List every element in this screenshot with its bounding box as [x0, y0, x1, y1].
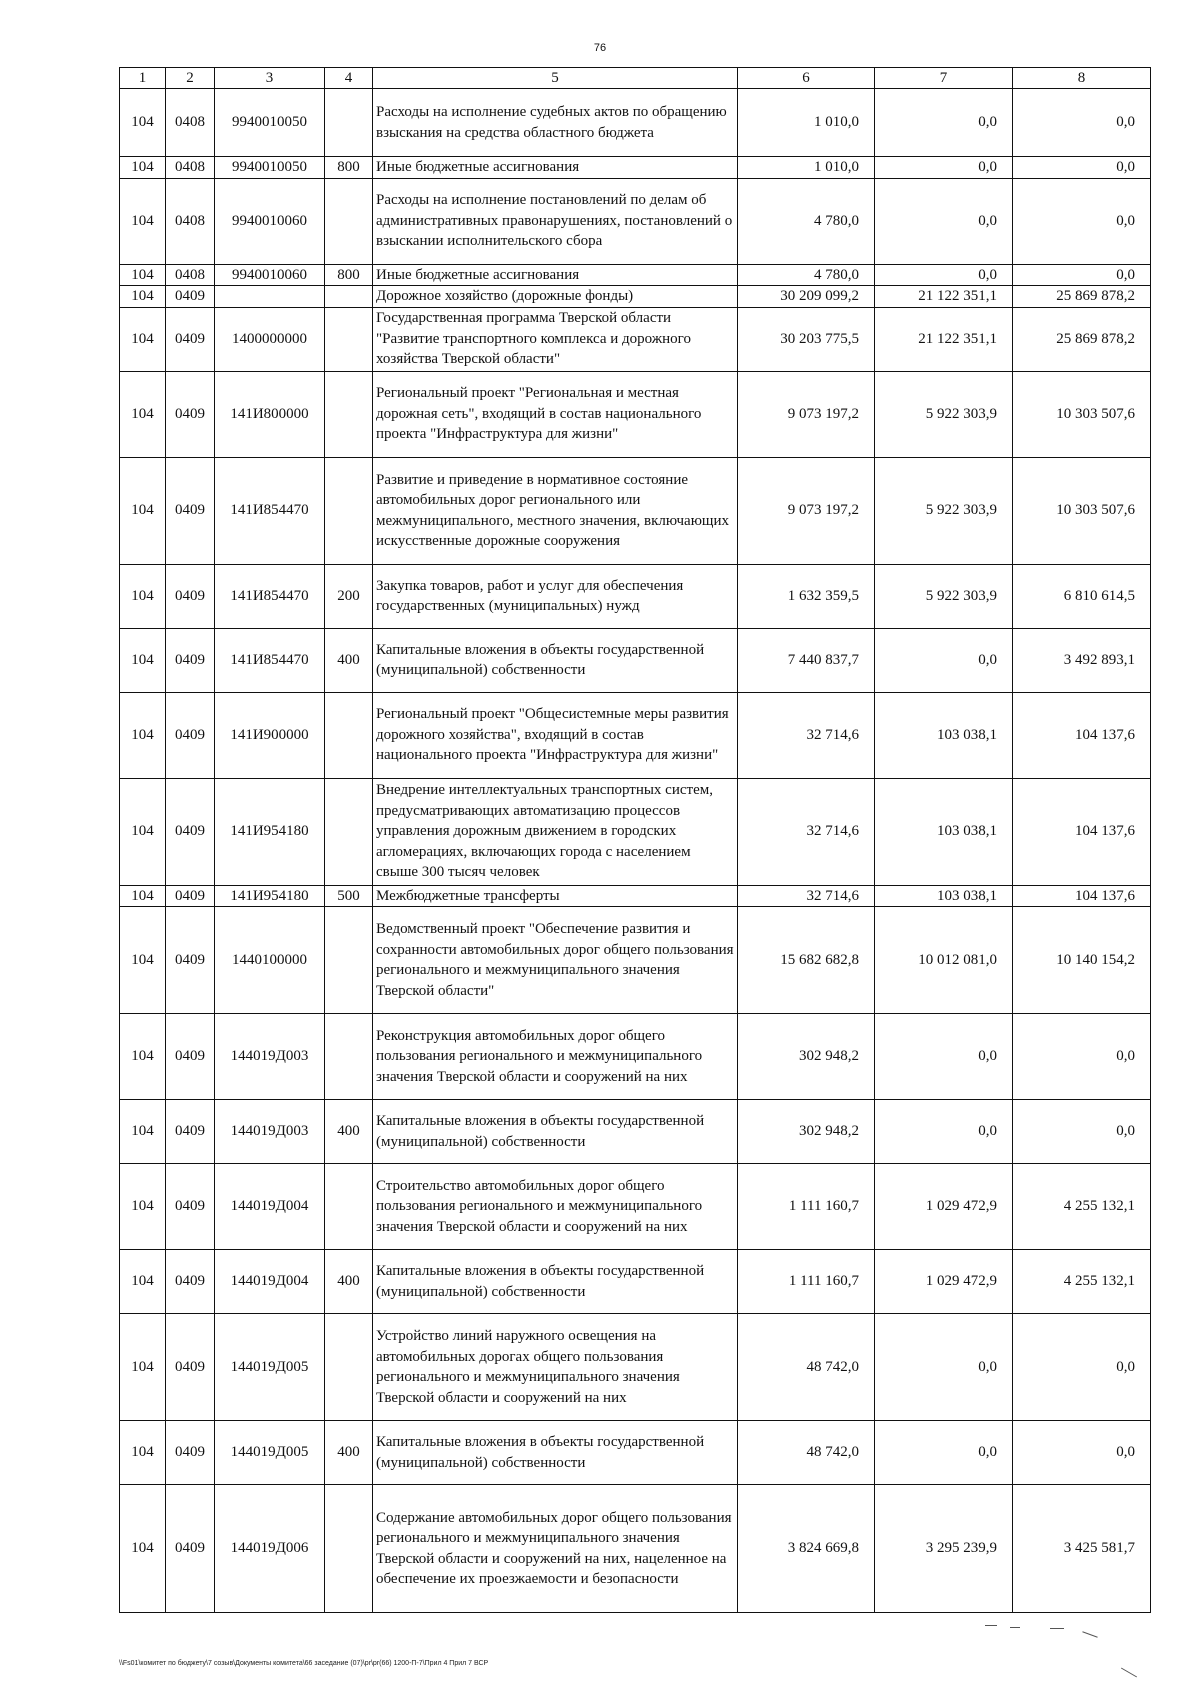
table-row [120, 628, 1151, 692]
cell-value-6: 1 111 160,7 [738, 1164, 875, 1250]
cell-expense-type [325, 1164, 373, 1250]
cell-subsection: 0409 [166, 1164, 215, 1250]
cell-value-6: 4 780,0 [738, 264, 875, 286]
cell-value-6: 1 010,0 [738, 157, 875, 179]
cell-name: Расходы на исполнение постановлений по делам об административных правонарушениях, постановлений о взыскании исполнительского сбора [373, 178, 738, 264]
cell-name: Межбюджетные трансферты [373, 885, 738, 907]
cell-expense-type [325, 907, 373, 1014]
header-row [120, 68, 1151, 89]
cell-subsection: 0408 [166, 157, 215, 179]
cell-expense-type: 800 [325, 264, 373, 286]
cell-target-article: 144019Д003 [215, 1100, 325, 1164]
table-row [120, 778, 1151, 885]
cell-expense-type [325, 1485, 373, 1613]
cell-section: 104 [120, 307, 166, 371]
cell-subsection: 0409 [166, 628, 215, 692]
cell-target-article: 144019Д005 [215, 1421, 325, 1485]
table-row [120, 885, 1151, 907]
cell-target-article: 141И954180 [215, 778, 325, 885]
cell-value-6: 9 073 197,2 [738, 371, 875, 457]
cell-section: 104 [120, 457, 166, 564]
cell-section: 104 [120, 1314, 166, 1421]
budget-table [119, 67, 1151, 1613]
cell-section: 104 [120, 264, 166, 286]
cell-value-7: 10 012 081,0 [875, 907, 1013, 1014]
cell-target-article: 144019Д006 [215, 1485, 325, 1613]
cell-expense-type: 400 [325, 1421, 373, 1485]
cell-section: 104 [120, 178, 166, 264]
cell-section: 104 [120, 1485, 166, 1613]
cell-value-7: 21 122 351,1 [875, 286, 1013, 308]
cell-value-6: 48 742,0 [738, 1421, 875, 1485]
column-header: 3 [215, 68, 325, 89]
table-row [120, 89, 1151, 157]
scan-artifact [1050, 1628, 1064, 1629]
cell-value-7: 5 922 303,9 [875, 371, 1013, 457]
cell-expense-type: 800 [325, 157, 373, 179]
cell-value-6: 1 111 160,7 [738, 1250, 875, 1314]
cell-value-8: 0,0 [1013, 89, 1151, 157]
cell-target-article: 144019Д004 [215, 1164, 325, 1250]
cell-expense-type: 400 [325, 1250, 373, 1314]
cell-value-7: 5 922 303,9 [875, 564, 1013, 628]
cell-value-6: 7 440 837,7 [738, 628, 875, 692]
cell-name: Иные бюджетные ассигнования [373, 264, 738, 286]
cell-section: 104 [120, 778, 166, 885]
cell-value-8: 104 137,6 [1013, 885, 1151, 907]
column-header: 1 [120, 68, 166, 89]
cell-subsection: 0408 [166, 264, 215, 286]
table-row [120, 178, 1151, 264]
cell-value-8: 25 869 878,2 [1013, 307, 1151, 371]
cell-value-8: 10 303 507,6 [1013, 457, 1151, 564]
table-row [120, 1250, 1151, 1314]
cell-target-article: 9940010060 [215, 264, 325, 286]
cell-expense-type [325, 178, 373, 264]
table-row [120, 907, 1151, 1014]
cell-value-6: 32 714,6 [738, 692, 875, 778]
cell-expense-type [325, 778, 373, 885]
cell-target-article: 9940010060 [215, 178, 325, 264]
table-row [120, 564, 1151, 628]
cell-target-article: 144019Д003 [215, 1014, 325, 1100]
cell-value-8: 4 255 132,1 [1013, 1164, 1151, 1250]
cell-value-7: 1 029 472,9 [875, 1164, 1013, 1250]
cell-section: 104 [120, 1250, 166, 1314]
cell-name: Закупка товаров, работ и услуг для обеспечения государственных (муниципальных) нужд [373, 564, 738, 628]
cell-value-7: 0,0 [875, 264, 1013, 286]
cell-section: 104 [120, 1100, 166, 1164]
cell-value-8: 104 137,6 [1013, 778, 1151, 885]
cell-section: 104 [120, 907, 166, 1014]
cell-subsection: 0409 [166, 457, 215, 564]
cell-target-article: 141И954180 [215, 885, 325, 907]
cell-value-8: 0,0 [1013, 178, 1151, 264]
cell-subsection: 0409 [166, 692, 215, 778]
cell-section: 104 [120, 1014, 166, 1100]
cell-target-article: 141И800000 [215, 371, 325, 457]
cell-section: 104 [120, 371, 166, 457]
cell-name: Государственная программа Тверской области "Развитие транспортного комплекса и дорожного хозяйства Тверской области" [373, 307, 738, 371]
cell-value-6: 30 209 099,2 [738, 286, 875, 308]
table-row [120, 157, 1151, 179]
cell-name: Строительство автомобильных дорог общего пользования регионального и межмуниципального значения Тверской области и сооружений на них [373, 1164, 738, 1250]
cell-value-8: 0,0 [1013, 264, 1151, 286]
page-number: 76 [593, 42, 607, 54]
cell-expense-type [325, 89, 373, 157]
cell-value-7: 0,0 [875, 157, 1013, 179]
cell-subsection: 0409 [166, 778, 215, 885]
cell-subsection: 0408 [166, 178, 215, 264]
cell-value-8: 10 303 507,6 [1013, 371, 1151, 457]
cell-target-article: 1440100000 [215, 907, 325, 1014]
cell-subsection: 0409 [166, 307, 215, 371]
cell-value-6: 9 073 197,2 [738, 457, 875, 564]
cell-section: 104 [120, 628, 166, 692]
cell-target-article: 141И854470 [215, 457, 325, 564]
cell-section: 104 [120, 1421, 166, 1485]
table-row [120, 1314, 1151, 1421]
cell-value-7: 1 029 472,9 [875, 1250, 1013, 1314]
cell-section: 104 [120, 885, 166, 907]
cell-subsection: 0409 [166, 1421, 215, 1485]
cell-target-article: 141И854470 [215, 628, 325, 692]
cell-value-6: 32 714,6 [738, 885, 875, 907]
table-row [120, 457, 1151, 564]
cell-name: Капитальные вложения в объекты государственной (муниципальной) собственности [373, 1421, 738, 1485]
cell-subsection: 0409 [166, 885, 215, 907]
cell-value-7: 0,0 [875, 178, 1013, 264]
cell-value-7: 103 038,1 [875, 692, 1013, 778]
cell-value-6: 48 742,0 [738, 1314, 875, 1421]
cell-value-7: 0,0 [875, 1100, 1013, 1164]
cell-value-6: 4 780,0 [738, 178, 875, 264]
cell-value-8: 6 810 614,5 [1013, 564, 1151, 628]
column-header: 2 [166, 68, 215, 89]
table-row [120, 1164, 1151, 1250]
cell-value-8: 3 425 581,7 [1013, 1485, 1151, 1613]
cell-value-7: 0,0 [875, 1421, 1013, 1485]
cell-value-8: 0,0 [1013, 1014, 1151, 1100]
cell-target-article: 1400000000 [215, 307, 325, 371]
cell-value-8: 0,0 [1013, 157, 1151, 179]
table-row [120, 692, 1151, 778]
column-header: 5 [373, 68, 738, 89]
cell-value-8: 4 255 132,1 [1013, 1250, 1151, 1314]
cell-subsection: 0409 [166, 286, 215, 308]
cell-value-6: 30 203 775,5 [738, 307, 875, 371]
cell-expense-type: 200 [325, 564, 373, 628]
cell-section: 104 [120, 89, 166, 157]
column-header: 7 [875, 68, 1013, 89]
scan-artifact [985, 1625, 997, 1626]
cell-name: Реконструкция автомобильных дорог общего пользования регионального и межмуниципального значения Тверской области и сооружений на них [373, 1014, 738, 1100]
cell-name: Региональный проект "Общесистемные меры развития дорожного хозяйства", входящий в состав национального проекта "Инфраструктура для жизни" [373, 692, 738, 778]
cell-subsection: 0409 [166, 1100, 215, 1164]
cell-name: Капитальные вложения в объекты государственной (муниципальной) собственности [373, 1100, 738, 1164]
column-header: 4 [325, 68, 373, 89]
cell-value-7: 103 038,1 [875, 885, 1013, 907]
column-header: 8 [1013, 68, 1151, 89]
cell-target-article: 144019Д004 [215, 1250, 325, 1314]
cell-expense-type: 400 [325, 1100, 373, 1164]
cell-value-6: 1 632 359,5 [738, 564, 875, 628]
cell-expense-type [325, 692, 373, 778]
cell-value-8: 10 140 154,2 [1013, 907, 1151, 1014]
cell-value-8: 0,0 [1013, 1100, 1151, 1164]
table-row [120, 1014, 1151, 1100]
table-row [120, 286, 1151, 308]
cell-value-7: 21 122 351,1 [875, 307, 1013, 371]
cell-value-7: 103 038,1 [875, 778, 1013, 885]
cell-subsection: 0409 [166, 1314, 215, 1421]
cell-name: Расходы на исполнение судебных актов по обращению взыскания на средства областного бюджета [373, 89, 738, 157]
cell-target-article: 9940010050 [215, 157, 325, 179]
cell-name: Капитальные вложения в объекты государственной (муниципальной) собственности [373, 1250, 738, 1314]
cell-target-article [215, 286, 325, 308]
cell-target-article: 9940010050 [215, 89, 325, 157]
cell-value-8: 0,0 [1013, 1314, 1151, 1421]
cell-value-7: 0,0 [875, 628, 1013, 692]
cell-value-8: 104 137,6 [1013, 692, 1151, 778]
file-path-footer: \\Fs01\комитет по бюджету\7 созыв\Документы комитета\66 заседание (07)\pr\pr(66) 1200-П-7\Прил 4 Прил 7 ВСР [119, 1660, 489, 1667]
cell-expense-type [325, 457, 373, 564]
scan-artifact [1082, 1631, 1097, 1637]
cell-value-7: 0,0 [875, 1014, 1013, 1100]
cell-expense-type [325, 286, 373, 308]
scan-artifact [1121, 1668, 1137, 1678]
cell-section: 104 [120, 1164, 166, 1250]
cell-value-8: 25 869 878,2 [1013, 286, 1151, 308]
cell-name: Иные бюджетные ассигнования [373, 157, 738, 179]
cell-value-7: 0,0 [875, 1314, 1013, 1421]
cell-name: Устройство линий наружного освещения на автомобильных дорогах общего пользования регионального и межмуниципального значения Тверской области и сооружений на них [373, 1314, 738, 1421]
cell-value-7: 5 922 303,9 [875, 457, 1013, 564]
cell-name: Развитие и приведение в нормативное состояние автомобильных дорог регионального или межмуниципального, местного значения, включающих искусственные дорожные сооружения [373, 457, 738, 564]
cell-name: Ведомственный проект "Обеспечение развития и сохранности автомобильных дорог общего пользования регионального и межмуниципального значения Тверской области" [373, 907, 738, 1014]
cell-expense-type: 400 [325, 628, 373, 692]
cell-subsection: 0409 [166, 564, 215, 628]
cell-value-6: 1 010,0 [738, 89, 875, 157]
scan-artifact [1010, 1627, 1020, 1628]
cell-value-6: 302 948,2 [738, 1014, 875, 1100]
cell-subsection: 0409 [166, 907, 215, 1014]
cell-subsection: 0409 [166, 1485, 215, 1613]
cell-expense-type [325, 307, 373, 371]
cell-value-6: 32 714,6 [738, 778, 875, 885]
cell-value-7: 3 295 239,9 [875, 1485, 1013, 1613]
cell-name: Капитальные вложения в объекты государственной (муниципальной) собственности [373, 628, 738, 692]
table-row [120, 307, 1151, 371]
table-row [120, 371, 1151, 457]
column-header: 6 [738, 68, 875, 89]
cell-subsection: 0409 [166, 371, 215, 457]
cell-name: Региональный проект "Региональная и местная дорожная сеть", входящий в состав национального проекта "Инфраструктура для жизни" [373, 371, 738, 457]
table-row [120, 1421, 1151, 1485]
cell-value-7: 0,0 [875, 89, 1013, 157]
cell-expense-type [325, 1014, 373, 1100]
cell-target-article: 141И900000 [215, 692, 325, 778]
cell-target-article: 141И854470 [215, 564, 325, 628]
cell-target-article: 144019Д005 [215, 1314, 325, 1421]
table-row [120, 264, 1151, 286]
cell-value-8: 3 492 893,1 [1013, 628, 1151, 692]
cell-name: Дорожное хозяйство (дорожные фонды) [373, 286, 738, 308]
cell-expense-type [325, 1314, 373, 1421]
cell-section: 104 [120, 692, 166, 778]
cell-value-6: 3 824 669,8 [738, 1485, 875, 1613]
cell-name: Содержание автомобильных дорог общего пользования регионального и межмуниципального значения Тверской области и сооружений на них, нацеленное на обеспечение их проезжаемости и безопасности [373, 1485, 738, 1613]
cell-subsection: 0409 [166, 1014, 215, 1100]
cell-section: 104 [120, 286, 166, 308]
cell-value-6: 15 682 682,8 [738, 907, 875, 1014]
cell-section: 104 [120, 157, 166, 179]
cell-expense-type: 500 [325, 885, 373, 907]
cell-expense-type [325, 371, 373, 457]
cell-subsection: 0408 [166, 89, 215, 157]
cell-name: Внедрение интеллектуальных транспортных систем, предусматривающих автоматизацию процессов управления дорожным движением в городских агломерациях, включающих города с населением свыше 300 тысяч человек [373, 778, 738, 885]
cell-subsection: 0409 [166, 1250, 215, 1314]
cell-value-6: 302 948,2 [738, 1100, 875, 1164]
cell-value-8: 0,0 [1013, 1421, 1151, 1485]
cell-section: 104 [120, 564, 166, 628]
table-row [120, 1485, 1151, 1613]
table-row [120, 1100, 1151, 1164]
